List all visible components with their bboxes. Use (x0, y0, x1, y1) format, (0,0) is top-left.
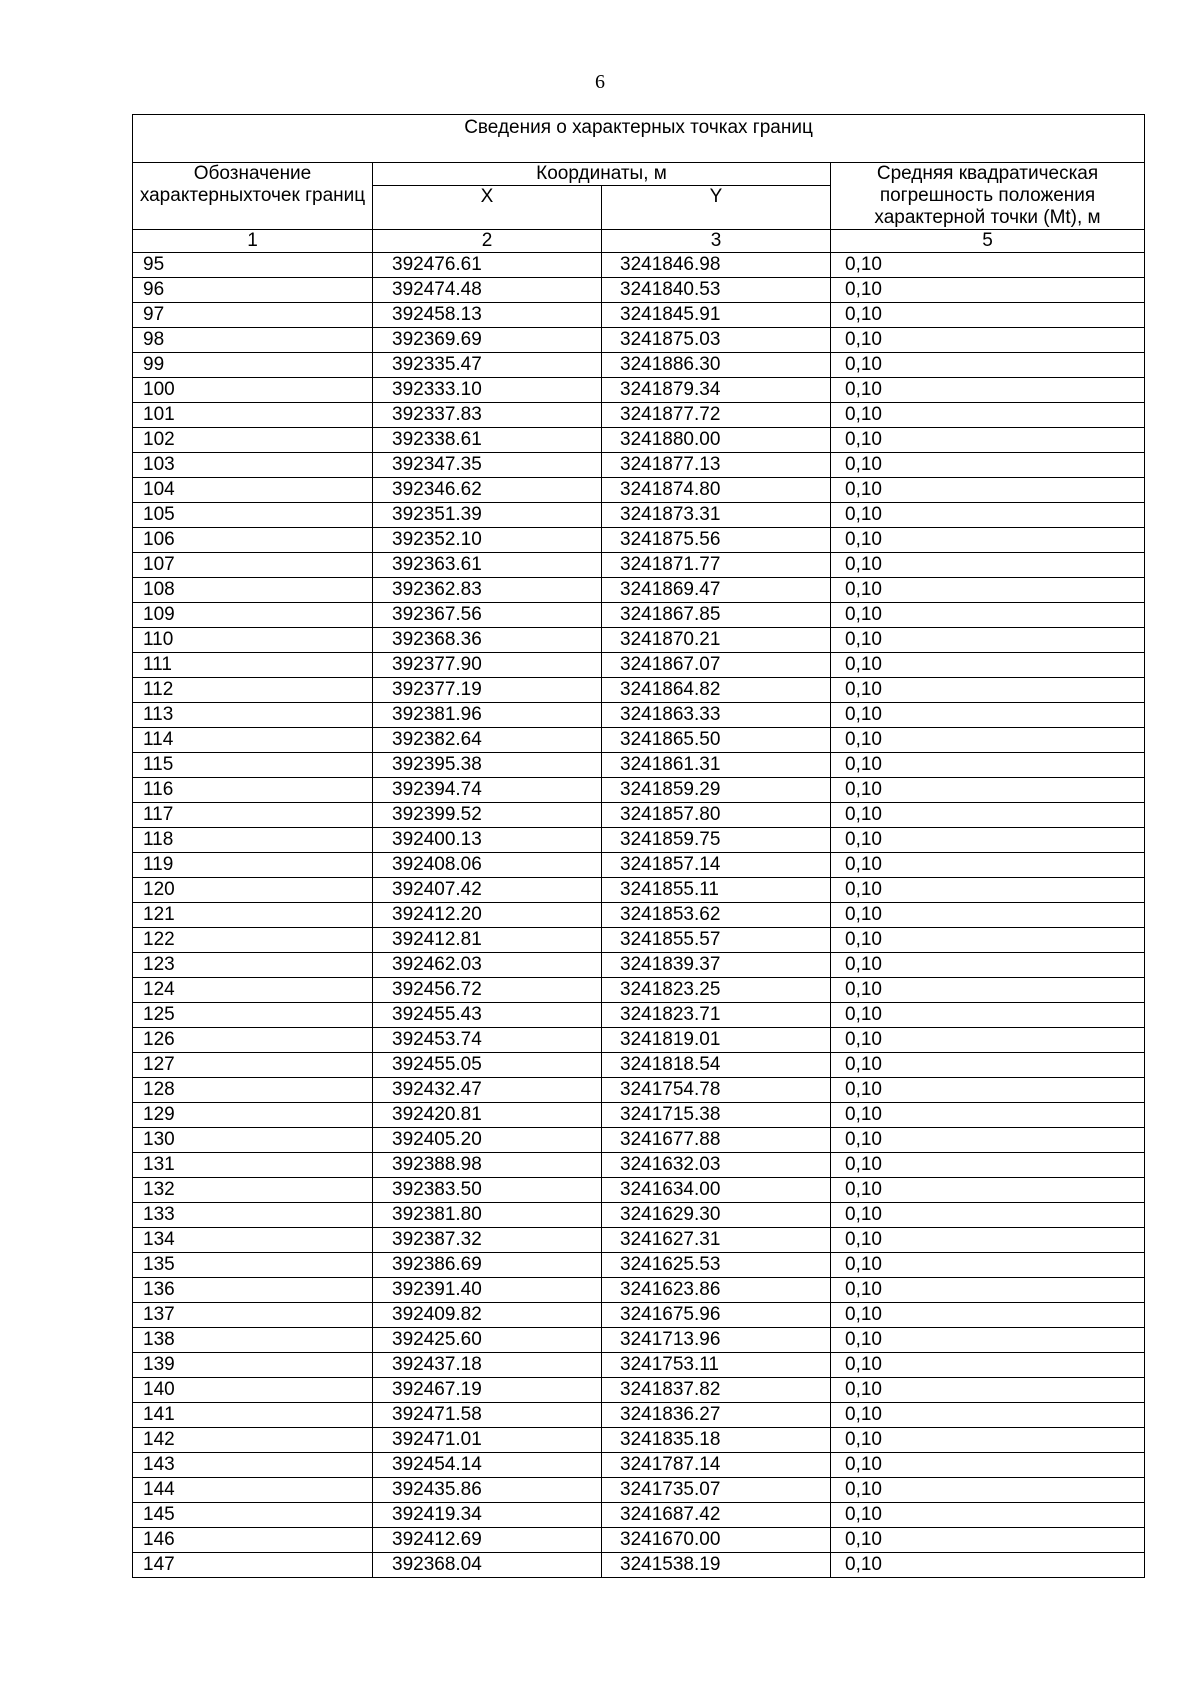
y-coordinate-cell: 3241538.19 (602, 1553, 831, 1578)
y-coordinate-cell: 3241845.91 (602, 303, 831, 328)
y-coordinate-cell: 3241819.01 (602, 1028, 831, 1053)
y-coordinate-cell: 3241879.34 (602, 378, 831, 403)
point-id-cell: 96 (133, 278, 373, 303)
mt-error-cell: 0,10 (831, 653, 1145, 678)
point-id-cell: 142 (133, 1428, 373, 1453)
table-row (133, 628, 1145, 653)
point-id-cell: 133 (133, 1203, 373, 1228)
mt-error-cell: 0,10 (831, 728, 1145, 753)
table-row (133, 653, 1145, 678)
point-id-cell: 110 (133, 628, 373, 653)
table-row (133, 1153, 1145, 1178)
x-coordinate-cell: 392412.69 (373, 1528, 602, 1553)
mt-error-cell: 0,10 (831, 1203, 1145, 1228)
x-coordinate-cell: 392338.61 (373, 428, 602, 453)
point-id-cell: 103 (133, 453, 373, 478)
mt-error-cell: 0,10 (831, 1078, 1145, 1103)
point-id-cell: 113 (133, 703, 373, 728)
x-coordinate-cell: 392455.43 (373, 1003, 602, 1028)
mt-error-cell: 0,10 (831, 1453, 1145, 1478)
y-coordinate-cell: 3241853.62 (602, 903, 831, 928)
x-coordinate-cell: 392400.13 (373, 828, 602, 853)
point-id-cell: 143 (133, 1453, 373, 1478)
point-id-cell: 132 (133, 1178, 373, 1203)
page-number: 6 (595, 71, 605, 93)
y-coordinate-cell: 3241735.07 (602, 1478, 831, 1503)
mt-error-cell: 0,10 (831, 1228, 1145, 1253)
point-id-cell: 99 (133, 353, 373, 378)
y-coordinate-cell: 3241835.18 (602, 1428, 831, 1453)
table-row (133, 678, 1145, 703)
point-id-cell: 128 (133, 1078, 373, 1103)
mt-error-cell: 0,10 (831, 628, 1145, 653)
boundary-points-table (132, 114, 1145, 1578)
mt-error-cell: 0,10 (831, 603, 1145, 628)
x-coordinate-cell: 392363.61 (373, 553, 602, 578)
y-coordinate-cell: 3241857.80 (602, 803, 831, 828)
x-coordinate-cell: 392467.19 (373, 1378, 602, 1403)
mt-error-cell: 0,10 (831, 978, 1145, 1003)
x-coordinate-cell: 392368.36 (373, 628, 602, 653)
point-id-cell: 131 (133, 1153, 373, 1178)
table-title: Сведения о характерных точках границ (133, 115, 1145, 163)
x-coordinate-cell: 392405.20 (373, 1128, 602, 1153)
y-coordinate-cell: 3241857.14 (602, 853, 831, 878)
y-coordinate-cell: 3241877.72 (602, 403, 831, 428)
y-coordinate-cell: 3241687.42 (602, 1503, 831, 1528)
x-coordinate-cell: 392391.40 (373, 1278, 602, 1303)
table-row (133, 253, 1145, 278)
y-coordinate-cell: 3241873.31 (602, 503, 831, 528)
x-coordinate-cell: 392367.56 (373, 603, 602, 628)
table-row (133, 753, 1145, 778)
point-id-cell: 111 (133, 653, 373, 678)
table-row (133, 1553, 1145, 1578)
x-coordinate-cell: 392381.80 (373, 1203, 602, 1228)
mt-error-cell: 0,10 (831, 328, 1145, 353)
y-coordinate-cell: 3241846.98 (602, 253, 831, 278)
y-coordinate-cell: 3241677.88 (602, 1128, 831, 1153)
point-id-cell: 106 (133, 528, 373, 553)
y-coordinate-cell: 3241855.57 (602, 928, 831, 953)
x-coordinate-cell: 392425.60 (373, 1328, 602, 1353)
header-point-designation: Обозначение характерныхточек границ (133, 163, 373, 230)
y-coordinate-cell: 3241715.38 (602, 1103, 831, 1128)
table-row (133, 578, 1145, 603)
point-id-cell: 109 (133, 603, 373, 628)
point-id-cell: 102 (133, 428, 373, 453)
x-coordinate-cell: 392386.69 (373, 1253, 602, 1278)
x-coordinate-cell: 392455.05 (373, 1053, 602, 1078)
point-id-cell: 136 (133, 1278, 373, 1303)
x-coordinate-cell: 392387.32 (373, 1228, 602, 1253)
point-id-cell: 119 (133, 853, 373, 878)
x-coordinate-cell: 392471.01 (373, 1428, 602, 1453)
table-row (133, 503, 1145, 528)
column-number: 1 (133, 230, 373, 253)
x-coordinate-cell: 392458.13 (373, 303, 602, 328)
point-id-cell: 121 (133, 903, 373, 928)
x-coordinate-cell: 392394.74 (373, 778, 602, 803)
table-row (133, 1353, 1145, 1378)
point-id-cell: 108 (133, 578, 373, 603)
y-coordinate-cell: 3241787.14 (602, 1453, 831, 1478)
x-coordinate-cell: 392462.03 (373, 953, 602, 978)
column-number-row (133, 230, 1145, 253)
table-row (133, 1178, 1145, 1203)
x-coordinate-cell: 392377.19 (373, 678, 602, 703)
mt-error-cell: 0,10 (831, 928, 1145, 953)
x-coordinate-cell: 392456.72 (373, 978, 602, 1003)
table-row (133, 428, 1145, 453)
y-coordinate-cell: 3241875.03 (602, 328, 831, 353)
mt-error-cell: 0,10 (831, 578, 1145, 603)
point-id-cell: 101 (133, 403, 373, 428)
table-row (133, 303, 1145, 328)
x-coordinate-cell: 392347.35 (373, 453, 602, 478)
table-row (133, 553, 1145, 578)
x-coordinate-cell: 392377.90 (373, 653, 602, 678)
point-id-cell: 112 (133, 678, 373, 703)
point-id-cell: 124 (133, 978, 373, 1003)
point-id-cell: 129 (133, 1103, 373, 1128)
point-id-cell: 144 (133, 1478, 373, 1503)
y-coordinate-cell: 3241629.30 (602, 1203, 831, 1228)
y-coordinate-cell: 3241865.50 (602, 728, 831, 753)
y-coordinate-cell: 3241871.77 (602, 553, 831, 578)
mt-error-cell: 0,10 (831, 353, 1145, 378)
x-coordinate-cell: 392471.58 (373, 1403, 602, 1428)
y-coordinate-cell: 3241634.00 (602, 1178, 831, 1203)
mt-error-cell: 0,10 (831, 453, 1145, 478)
point-id-cell: 116 (133, 778, 373, 803)
table-row (133, 1403, 1145, 1428)
table-row (133, 1428, 1145, 1453)
x-coordinate-cell: 392383.50 (373, 1178, 602, 1203)
header-y: Y (602, 186, 831, 230)
point-id-cell: 118 (133, 828, 373, 853)
y-coordinate-cell: 3241875.56 (602, 528, 831, 553)
point-id-cell: 135 (133, 1253, 373, 1278)
y-coordinate-cell: 3241632.03 (602, 1153, 831, 1178)
y-coordinate-cell: 3241623.86 (602, 1278, 831, 1303)
mt-error-cell: 0,10 (831, 803, 1145, 828)
x-coordinate-cell: 392395.38 (373, 753, 602, 778)
table-row (133, 1103, 1145, 1128)
point-id-cell: 134 (133, 1228, 373, 1253)
mt-error-cell: 0,10 (831, 1528, 1145, 1553)
table-row (133, 978, 1145, 1003)
mt-error-cell: 0,10 (831, 828, 1145, 853)
mt-error-cell: 0,10 (831, 553, 1145, 578)
mt-error-cell: 0,10 (831, 1428, 1145, 1453)
y-coordinate-cell: 3241886.30 (602, 353, 831, 378)
y-coordinate-cell: 3241874.80 (602, 478, 831, 503)
point-id-cell: 130 (133, 1128, 373, 1153)
y-coordinate-cell: 3241753.11 (602, 1353, 831, 1378)
x-coordinate-cell: 392419.34 (373, 1503, 602, 1528)
y-coordinate-cell: 3241867.85 (602, 603, 831, 628)
x-coordinate-cell: 392437.18 (373, 1353, 602, 1378)
mt-error-cell: 0,10 (831, 953, 1145, 978)
point-id-cell: 100 (133, 378, 373, 403)
x-coordinate-cell: 392435.86 (373, 1478, 602, 1503)
point-id-cell: 147 (133, 1553, 373, 1578)
x-coordinate-cell: 392352.10 (373, 528, 602, 553)
table-row (133, 828, 1145, 853)
table-row (133, 353, 1145, 378)
table-row (133, 1028, 1145, 1053)
header-x: X (373, 186, 602, 230)
point-id-cell: 107 (133, 553, 373, 578)
x-coordinate-cell: 392388.98 (373, 1153, 602, 1178)
header-coordinates: Координаты, м (373, 163, 831, 186)
x-coordinate-cell: 392432.47 (373, 1078, 602, 1103)
table-row (133, 1503, 1145, 1528)
point-id-cell: 145 (133, 1503, 373, 1528)
y-coordinate-cell: 3241839.37 (602, 953, 831, 978)
point-id-cell: 97 (133, 303, 373, 328)
header-mean-square-error: Средняя квадратическая погрешность положения характерной точки (Mt), м (831, 163, 1145, 230)
column-number: 3 (602, 230, 831, 253)
table-row (133, 1528, 1145, 1553)
mt-error-cell: 0,10 (831, 1553, 1145, 1578)
y-coordinate-cell: 3241869.47 (602, 578, 831, 603)
x-coordinate-cell: 392412.20 (373, 903, 602, 928)
y-coordinate-cell: 3241855.11 (602, 878, 831, 903)
x-coordinate-cell: 392409.82 (373, 1303, 602, 1328)
point-id-cell: 115 (133, 753, 373, 778)
table-row (133, 1053, 1145, 1078)
x-coordinate-cell: 392407.42 (373, 878, 602, 903)
table-row (133, 453, 1145, 478)
table-row (133, 1303, 1145, 1328)
y-coordinate-cell: 3241675.96 (602, 1303, 831, 1328)
table-row (133, 953, 1145, 978)
mt-error-cell: 0,10 (831, 1353, 1145, 1378)
table-row (133, 1203, 1145, 1228)
table-row (133, 1378, 1145, 1403)
y-coordinate-cell: 3241625.53 (602, 1253, 831, 1278)
y-coordinate-cell: 3241877.13 (602, 453, 831, 478)
y-coordinate-cell: 3241627.31 (602, 1228, 831, 1253)
mt-error-cell: 0,10 (831, 1503, 1145, 1528)
point-id-cell: 125 (133, 1003, 373, 1028)
mt-error-cell: 0,10 (831, 1278, 1145, 1303)
table-row (133, 1278, 1145, 1303)
table-row (133, 1003, 1145, 1028)
x-coordinate-cell: 392368.04 (373, 1553, 602, 1578)
table-row (133, 903, 1145, 928)
column-number: 5 (831, 230, 1145, 253)
y-coordinate-cell: 3241836.27 (602, 1403, 831, 1428)
y-coordinate-cell: 3241713.96 (602, 1328, 831, 1353)
mt-error-cell: 0,10 (831, 1028, 1145, 1053)
mt-error-cell: 0,10 (831, 378, 1145, 403)
mt-error-cell: 0,10 (831, 903, 1145, 928)
mt-error-cell: 0,10 (831, 1403, 1145, 1428)
x-coordinate-cell: 392453.74 (373, 1028, 602, 1053)
point-id-cell: 104 (133, 478, 373, 503)
y-coordinate-cell: 3241823.71 (602, 1003, 831, 1028)
mt-error-cell: 0,10 (831, 403, 1145, 428)
mt-error-cell: 0,10 (831, 1128, 1145, 1153)
point-id-cell: 123 (133, 953, 373, 978)
x-coordinate-cell: 392476.61 (373, 253, 602, 278)
point-id-cell: 117 (133, 803, 373, 828)
y-coordinate-cell: 3241823.25 (602, 978, 831, 1003)
point-id-cell: 146 (133, 1528, 373, 1553)
mt-error-cell: 0,10 (831, 528, 1145, 553)
x-coordinate-cell: 392337.83 (373, 403, 602, 428)
mt-error-cell: 0,10 (831, 853, 1145, 878)
mt-error-cell: 0,10 (831, 1253, 1145, 1278)
mt-error-cell: 0,10 (831, 428, 1145, 453)
table-row (133, 1078, 1145, 1103)
table-row (133, 803, 1145, 828)
x-coordinate-cell: 392362.83 (373, 578, 602, 603)
table-row (133, 528, 1145, 553)
y-coordinate-cell: 3241863.33 (602, 703, 831, 728)
mt-error-cell: 0,10 (831, 253, 1145, 278)
point-id-cell: 95 (133, 253, 373, 278)
point-id-cell: 137 (133, 1303, 373, 1328)
y-coordinate-cell: 3241837.82 (602, 1378, 831, 1403)
point-id-cell: 114 (133, 728, 373, 753)
mt-error-cell: 0,10 (831, 303, 1145, 328)
x-coordinate-cell: 392333.10 (373, 378, 602, 403)
point-id-cell: 122 (133, 928, 373, 953)
mt-error-cell: 0,10 (831, 678, 1145, 703)
y-coordinate-cell: 3241670.00 (602, 1528, 831, 1553)
point-id-cell: 127 (133, 1053, 373, 1078)
mt-error-cell: 0,10 (831, 878, 1145, 903)
y-coordinate-cell: 3241754.78 (602, 1078, 831, 1103)
mt-error-cell: 0,10 (831, 478, 1145, 503)
mt-error-cell: 0,10 (831, 1478, 1145, 1503)
table-row (133, 928, 1145, 953)
x-coordinate-cell: 392335.47 (373, 353, 602, 378)
y-coordinate-cell: 3241864.82 (602, 678, 831, 703)
table-row (133, 1453, 1145, 1478)
table-row (133, 1228, 1145, 1253)
y-coordinate-cell: 3241859.75 (602, 828, 831, 853)
y-coordinate-cell: 3241880.00 (602, 428, 831, 453)
x-coordinate-cell: 392399.52 (373, 803, 602, 828)
table-row (133, 603, 1145, 628)
table-row (133, 1253, 1145, 1278)
x-coordinate-cell: 392351.39 (373, 503, 602, 528)
mt-error-cell: 0,10 (831, 1328, 1145, 1353)
table-row (133, 878, 1145, 903)
table-row (133, 1478, 1145, 1503)
point-id-cell: 140 (133, 1378, 373, 1403)
y-coordinate-cell: 3241840.53 (602, 278, 831, 303)
table-row (133, 853, 1145, 878)
mt-error-cell: 0,10 (831, 703, 1145, 728)
table-row (133, 728, 1145, 753)
table-row (133, 703, 1145, 728)
table-row (133, 1328, 1145, 1353)
mt-error-cell: 0,10 (831, 503, 1145, 528)
point-id-cell: 126 (133, 1028, 373, 1053)
point-id-cell: 98 (133, 328, 373, 353)
x-coordinate-cell: 392369.69 (373, 328, 602, 353)
table-row (133, 778, 1145, 803)
x-coordinate-cell: 392412.81 (373, 928, 602, 953)
x-coordinate-cell: 392474.48 (373, 278, 602, 303)
mt-error-cell: 0,10 (831, 1053, 1145, 1078)
table-row (133, 328, 1145, 353)
mt-error-cell: 0,10 (831, 1003, 1145, 1028)
table-row (133, 1128, 1145, 1153)
y-coordinate-cell: 3241818.54 (602, 1053, 831, 1078)
mt-error-cell: 0,10 (831, 1378, 1145, 1403)
table-row (133, 378, 1145, 403)
x-coordinate-cell: 392420.81 (373, 1103, 602, 1128)
y-coordinate-cell: 3241859.29 (602, 778, 831, 803)
x-coordinate-cell: 392408.06 (373, 853, 602, 878)
mt-error-cell: 0,10 (831, 778, 1145, 803)
column-number: 2 (373, 230, 602, 253)
table-row (133, 478, 1145, 503)
mt-error-cell: 0,10 (831, 1303, 1145, 1328)
point-id-cell: 139 (133, 1353, 373, 1378)
y-coordinate-cell: 3241870.21 (602, 628, 831, 653)
mt-error-cell: 0,10 (831, 1103, 1145, 1128)
table-row (133, 278, 1145, 303)
y-coordinate-cell: 3241861.31 (602, 753, 831, 778)
point-id-cell: 120 (133, 878, 373, 903)
table-row (133, 403, 1145, 428)
point-id-cell: 141 (133, 1403, 373, 1428)
mt-error-cell: 0,10 (831, 1178, 1145, 1203)
x-coordinate-cell: 392381.96 (373, 703, 602, 728)
mt-error-cell: 0,10 (831, 278, 1145, 303)
point-id-cell: 138 (133, 1328, 373, 1353)
mt-error-cell: 0,10 (831, 1153, 1145, 1178)
y-coordinate-cell: 3241867.07 (602, 653, 831, 678)
mt-error-cell: 0,10 (831, 753, 1145, 778)
x-coordinate-cell: 392382.64 (373, 728, 602, 753)
x-coordinate-cell: 392454.14 (373, 1453, 602, 1478)
point-id-cell: 105 (133, 503, 373, 528)
x-coordinate-cell: 392346.62 (373, 478, 602, 503)
